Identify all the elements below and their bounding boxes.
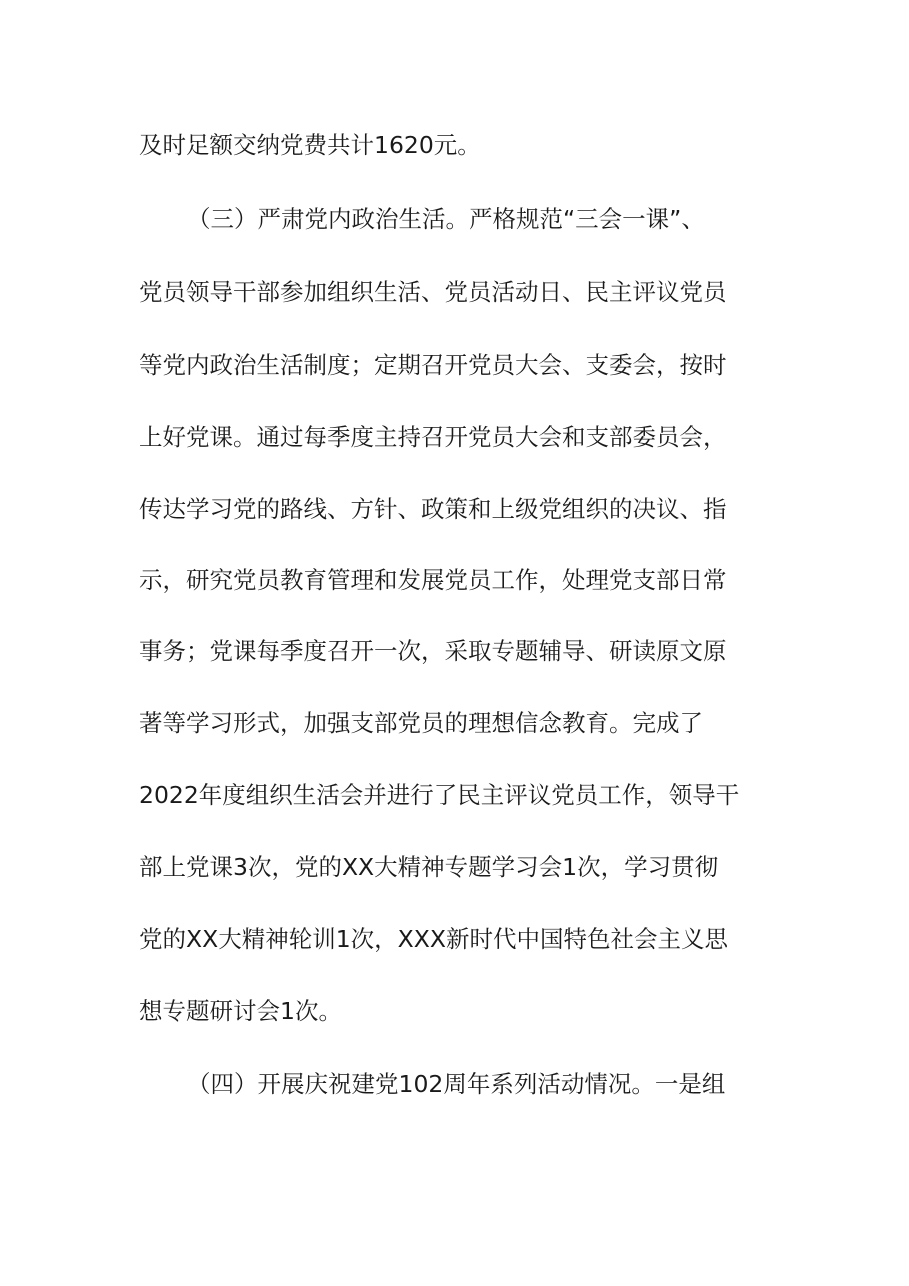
paragraph-line: 等党内政治生活制度；定期召开党员大会、支委会，按时 [139, 351, 727, 379]
paragraph-line: 传达学习党的路线、方针、政策和上级党组织的决议、指 [139, 495, 727, 523]
paragraph-line: 党的XX大精神轮训1次，XXX新时代中国特色社会主义思 [139, 925, 728, 953]
paragraph-line: 2022年度组织生活会并进行了民主评议党员工作，领导干 [139, 781, 740, 809]
paragraph-line: 党员领导干部参加组织生活、党员活动日、民主评议党员 [139, 278, 727, 306]
paragraph-line: 上好党课。通过每季度主持召开党员大会和支部委员会， [139, 423, 727, 451]
paragraph-line: 部上党课3次，党的XX大精神专题学习会1次，学习贯彻 [139, 853, 719, 881]
paragraph-line: （四）开展庆祝建党102周年系列活动情况。一是组 [187, 1070, 726, 1098]
paragraph-line: （三）严肃党内政治生活。严格规范“三会一课”、 [187, 205, 705, 233]
paragraph-line: 及时足额交纳党费共计1620元。 [139, 131, 481, 159]
paragraph-line: 示，研究党员教育管理和发展党员工作，处理党支部日常 [139, 566, 727, 594]
paragraph-line: 想专题研讨会1次。 [139, 997, 342, 1025]
paragraph-line: 事务；党课每季度召开一次，采取专题辅导、研读原文原 [139, 637, 727, 665]
paragraph-line: 著等学习形式，加强支部党员的理想信念教育。完成了 [139, 709, 703, 737]
